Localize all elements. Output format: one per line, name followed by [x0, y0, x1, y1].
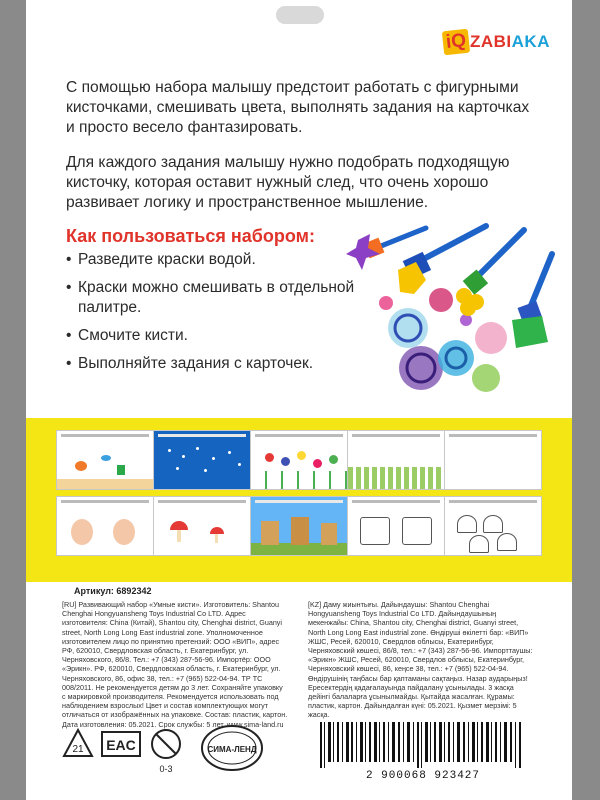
- task-card-shells: [444, 496, 542, 556]
- howto-step: • Смочите кисти.: [66, 326, 356, 346]
- howto-step: • Краски можно смешивать в отдельной палитре.: [66, 278, 356, 318]
- brand-logo: [443, 30, 550, 54]
- package-back: [26, 0, 572, 800]
- task-card-houses: [250, 496, 348, 556]
- howto-steps: [66, 250, 356, 382]
- logo-iq: iQ: [442, 29, 470, 56]
- howto-step: • Выполняйте задания с карточек.: [66, 354, 356, 374]
- task-card-mushrooms: [153, 496, 251, 556]
- sima-land-seal-icon: [202, 726, 262, 770]
- brush-round-icon: [512, 254, 552, 348]
- legal-text-kz: [KZ] Даму жиынтығы. Дайындаушы: Shantou Chenghai Hongyuansheng Toys Industrial Co LTD. Дайындаушының мекенжайы: China, Shantou city, Chenghai district, Guanyi street, North Long Long East industrial zone. Өндіруші өкілетті бар: «ВИП» ЖШС, Ресей, 620010, Свердлов облысы, Екатеринбург, Черняховский көшесі, 86/8, тел.: +7 (343) 287-56-96. Импорттаушы: «Эрикн» ЖШС, Ресей, 620010, Свердлов облысы, Екатеринбург, Черняховский көшесі, 86, кеңсе 38, тел.: +7 (965) 522-04-94. Өндірушінің таңбасы бар қаптаманы сақтаңыз. Назар аударыңыз! Ересектердің қадағалауында пайдалану ұсынылады. 3 жасқа дейінгі балаларға ұсынылмайды. Қытайда жасалған. Құрамы: пластик, картон. Дайындалған күні: 05.2021. Қызмет мерзімі: 5 жасқа.: [308, 600, 533, 720]
- no-small-children-icon: [152, 730, 180, 774]
- logo-word: ZABIAKA: [469, 32, 550, 51]
- task-card-shirts: [347, 496, 445, 556]
- howto-step: • Разведите краски водой.: [66, 250, 356, 270]
- brush-flower-icon: [456, 230, 524, 316]
- task-card-sea: [56, 430, 154, 490]
- legal-text-ru: [RU] Развивающий набор «Умные кисти». Изготовитель: Shantou Chenghai Hongyuansheng Toys Industrial Co LTD. Адрес изготовителя: China (Китай), Shantou city, Chenghai district, Guanyi street, North Long Long East industrial zone. Уполномоченное изготовителем лицо по принятию претензий: ООО «ВИП», адрес РФ, 620010, Свердловская область, г. Екатеринбург, ул. Черняховского, 86/8. Тел.: +7 (343) 287-56-96. Импортёр: ООО «Эрикн». РФ, 620010, Свердловская область, г. Екатеринбург, ул. Черняховского, 86, офис 38, тел.: +7 (965) 522-04-94. ТР ТС 008/2011. Не рекомендуется детям до 3 лет. Сохраняйте упаковку с маркировкой производителя. Рекомендуется использовать под наблюдением взрослых! Цвет и состав комплектующих могут отличаться от изображённых на упаковке. Состав: пластик, картон. Дата изготовления: 05.2021. Срок службы: 5 лет. www.sima-land.ru: [62, 600, 288, 729]
- howto-title: Как пользоваться набором:: [66, 226, 315, 246]
- brushes-illustration: [346, 208, 556, 418]
- article-number: Артикул: 6892342: [74, 586, 152, 596]
- task-card-blank: [444, 430, 542, 490]
- certification-marks: [62, 722, 302, 778]
- eac-mark-icon: [102, 732, 140, 756]
- barcode-bars-icon: [314, 722, 532, 768]
- svg-text:СИМА-ЛЕНД: СИМА-ЛЕНД: [207, 745, 257, 754]
- svg-text:EAC: EAC: [106, 737, 136, 753]
- task-card-grass: [347, 430, 445, 490]
- svg-text:0-3: 0-3: [159, 764, 173, 774]
- task-card-faces: [56, 496, 154, 556]
- task-card-night-sky: [153, 430, 251, 490]
- svg-text:21: 21: [72, 744, 84, 755]
- barcode-digits: 2 900068 923427: [365, 770, 481, 782]
- paint-splashes-icon: [379, 288, 507, 392]
- intro-paragraph-1: С помощью набора малышу предстоит работать с фигурными кисточками, смешивать цвета, выполнять задания на карточках и просто весело фантазировать.: [66, 79, 530, 136]
- barcode: [314, 722, 532, 782]
- recycle-icon: [64, 730, 92, 756]
- intro-paragraph-2: Для каждого задания малышу нужно подобрать подходящую кисточку, которая оставит нужный след, что очень хорошо развивает логику и пространственное мышление.: [66, 154, 510, 211]
- hang-hole: [276, 6, 324, 24]
- task-card-flowers: [250, 430, 348, 490]
